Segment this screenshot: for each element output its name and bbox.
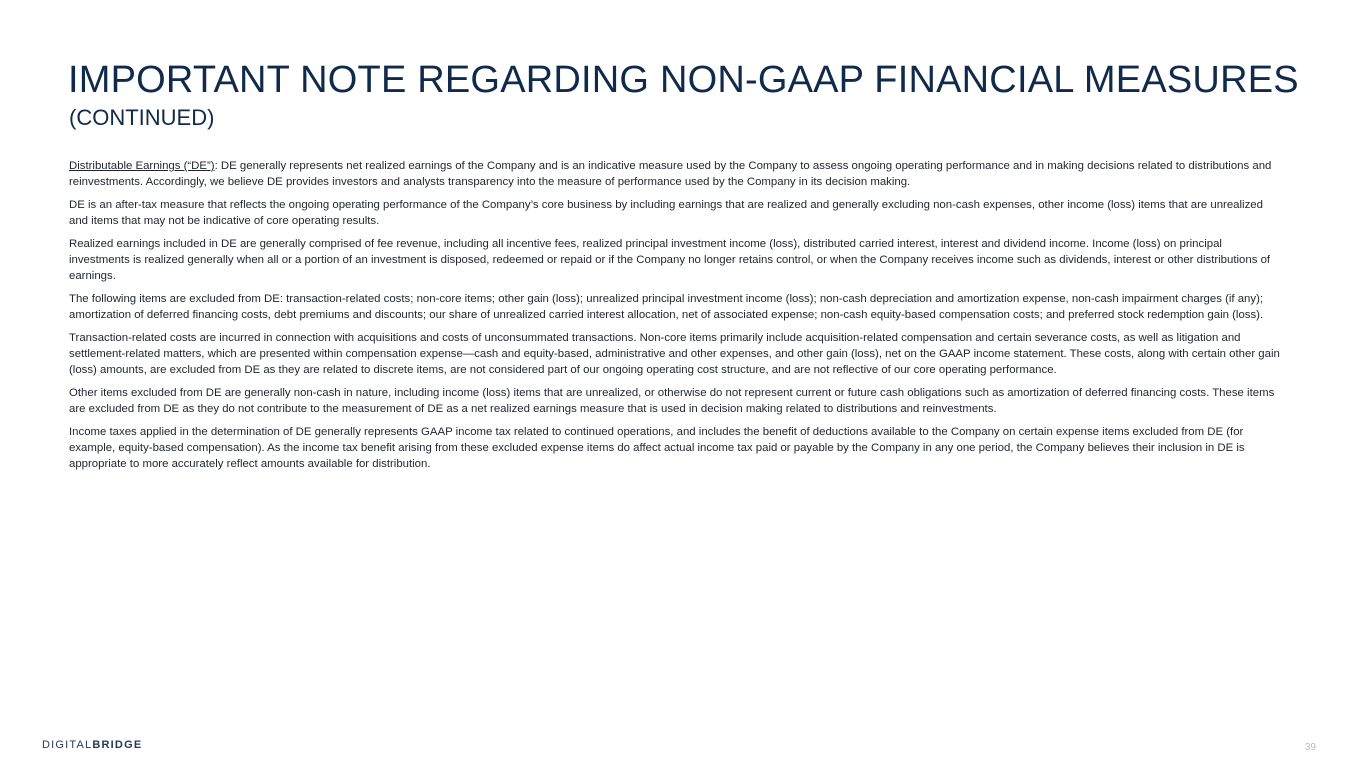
logo-text-digital: DIGITAL (42, 739, 93, 751)
defined-term: Distributable Earnings (“DE”) (69, 160, 215, 172)
paragraph-transaction-costs: Transaction-related costs are incurred in connection with acquisitions and costs of unconsummated transactions. Non-core items primarily include acquisition-related compensation and certain severance costs, as well as litigation and settlement-related matters, which are presented within compensation expense—cash and equity-based, administrative and other expenses, and other gain (loss), net on the GAAP income statement. These costs, along with certain other gain (loss) amounts, are excluded from DE as they are related to discrete items, are not considered part of our ongoing operating cost structure, and are not reflective of our core operating performance. (69, 332, 1280, 376)
paragraph-after-tax-measure: DE is an after-tax measure that reflects the ongoing operating performance of the Company’s core business by including earnings that are realized and generally excluding non-cash expenses, other income (loss) items that are unrealized and items that may not be indicative of core operating results. (69, 199, 1263, 227)
page-number: 39 (1304, 742, 1316, 753)
paragraph-realized-earnings: Realized earnings included in DE are generally comprised of fee revenue, including all incentive fees, realized principal investment income (loss), distributed carried interest, interest and dividend income. Income (loss) on principal investments is realized generally when all or a portion of an investment is disposed, redeemed or repaid or if the Company no longer retains control, or when the Company receives income such as dividends, interest or other distributions of earnings. (69, 238, 1271, 282)
paragraph-distributable-earnings (69, 159, 1285, 190)
page-title: IMPORTANT NOTE REGARDING NON-GAAP FINANCIAL MEASURES (68, 59, 1299, 101)
paragraph-income-taxes: Income taxes applied in the determination of DE generally represents GAAP income tax related to continued operations, and includes the benefit of deductions available to the Company on certain expense items excluded from DE (for example, equity-based compensation). As the income tax benefit arising from these excluded expense items do affect actual income tax paid or payable by the Company in any one period, the Company believes their inclusion in DE is appropriate to more accurately reflect amounts available for distribution. (69, 426, 1245, 470)
slide-body (69, 159, 1285, 480)
company-logo (42, 739, 142, 751)
paragraph-excluded-items: The following items are excluded from DE: transaction-related costs; non-core items; other gain (loss); unrealized principal investment income (loss); non-cash depreciation and amortization expense, non-cash impairment charges (if any); amortization of deferred financing costs, debt premiums and discounts; our share of unrealized carried interest allocation, net of associated expense; non-cash equity-based compensation costs; and preferred stock redemption gain (loss). (69, 293, 1264, 321)
logo-text-bridge: BRIDGE (92, 739, 143, 751)
paragraph-text: : DE generally represents net realized earnings of the Company and is an indicative measure used by the Company to assess ongoing operating performance and in making decisions related to distributions and reinvestments. Accordingly, we believe DE provides investors and analysts transparency into the measure of performance used by the Company in its decision making. (69, 160, 1272, 188)
paragraph-other-items: Other items excluded from DE are generally non-cash in nature, including income (loss) items that are unrealized, or otherwise do not represent current or future cash obligations such as amortization of deferred financing costs. These items are excluded from DE as they do not contribute to the measurement of DE as a net realized earnings measure that is used in decision making related to distributions and reinvestments. (69, 387, 1275, 415)
page-subtitle: (CONTINUED) (69, 105, 215, 130)
